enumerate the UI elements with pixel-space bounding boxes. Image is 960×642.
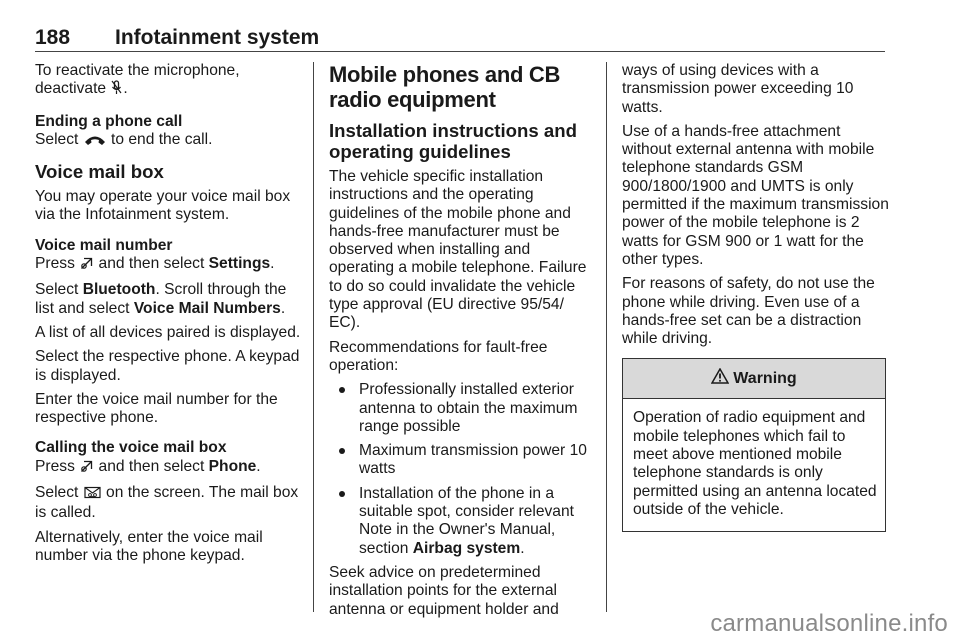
paragraph: Select the respective phone. A keypad is displayed. bbox=[35, 348, 300, 384]
paragraph: The vehicle specific installation instructions and the operating guidelines of the mobile phone and hands-free manufacturer must be observed when installing and operating a mobile telephone. Failure to do so could invalidate the vehicle type approval (EU directive 95/54/ EC). bbox=[329, 168, 587, 332]
hang-up-icon bbox=[84, 133, 106, 151]
microphone-mute-icon bbox=[111, 80, 122, 100]
home-icon bbox=[80, 460, 93, 478]
warning-box bbox=[622, 358, 886, 532]
page-number: 188 bbox=[35, 26, 71, 49]
list-item: Maximum transmission power 10 watts bbox=[329, 442, 599, 479]
paragraph: Use of a hands-free attachment without external antenna with mobile telephone standards GSM 900/1800/1900 and UMTS is only permitted if the maximum transmission power of the mobile telephone is 2 watts for GSM 900 or 1 watt for the other types. bbox=[622, 122, 889, 268]
recommendations-list bbox=[329, 381, 599, 558]
subheading-voice-mail-number: Voice mail number bbox=[35, 236, 173, 254]
home-icon bbox=[80, 257, 93, 275]
paragraph: Recommendations for fault-free operation: bbox=[329, 338, 548, 374]
paragraph: Press and then select Phone. bbox=[35, 458, 305, 478]
column-middle bbox=[329, 62, 599, 625]
warning-text: Operation of radio equipment and mobile telephones which fail to meet above mentioned mobile telephone standards is only permitted using an antenna located outside of the vehicle. bbox=[633, 409, 877, 518]
column-divider bbox=[313, 62, 314, 612]
heading-mobile-phones: Mobile phones and CB radio equipment bbox=[329, 62, 561, 112]
paragraph: Select Bluetooth. Scroll through the list and select Voice Mail Numbers. bbox=[35, 281, 287, 317]
paragraph: ways of using devices with a transmission power exceeding 10 watts. bbox=[622, 62, 854, 116]
list-item: Professionally installed exterior antenna to obtain the maximum range possible bbox=[329, 381, 599, 436]
column-right bbox=[622, 62, 890, 532]
list-item: Installation of the phone in a suitable spot, consider relevant Note in the Owner's Manual, section Airbag system. bbox=[329, 485, 599, 558]
heading-installation-instructions: Installation instructions and operating guidelines bbox=[329, 120, 577, 162]
paragraph: Alternatively, enter the voice mail number via the phone keypad. bbox=[35, 528, 263, 564]
page-header bbox=[35, 26, 885, 52]
watermark: carmanualsonline.info bbox=[710, 610, 948, 637]
column-divider bbox=[606, 62, 607, 612]
paragraph: Select to end the call. bbox=[35, 131, 305, 151]
column-left bbox=[35, 62, 305, 571]
paragraph: Seek advice on predetermined installation points for the external antenna or equipment holder and bbox=[329, 563, 559, 618]
warning-title: Warning bbox=[733, 369, 797, 387]
paragraph: To reactivate the microphone, deactivate . bbox=[35, 62, 305, 101]
paragraph: Select on the screen. The mail box is called. bbox=[35, 484, 299, 522]
warning-triangle-icon bbox=[711, 368, 733, 389]
subheading-calling-voice-mail: Calling the voice mail box bbox=[35, 439, 227, 457]
warning-header bbox=[623, 359, 885, 399]
voicemail-envelope-icon bbox=[84, 486, 101, 504]
paragraph: Press and then select Settings. bbox=[35, 255, 305, 275]
paragraph: You may operate your voice mail box via the Infotainment system. bbox=[35, 188, 291, 224]
paragraph: Enter the voice mail number for the respective phone. bbox=[35, 390, 278, 427]
heading-voice-mail-box: Voice mail box bbox=[35, 161, 164, 183]
subheading-ending-call: Ending a phone call bbox=[35, 112, 183, 130]
paragraph: A list of all devices paired is displayed. bbox=[35, 323, 301, 341]
paragraph: For reasons of safety, do not use the phone while driving. Even use of a hands-free set can be a distraction while driving. bbox=[622, 275, 875, 348]
section-title: Infotainment system bbox=[115, 26, 320, 49]
